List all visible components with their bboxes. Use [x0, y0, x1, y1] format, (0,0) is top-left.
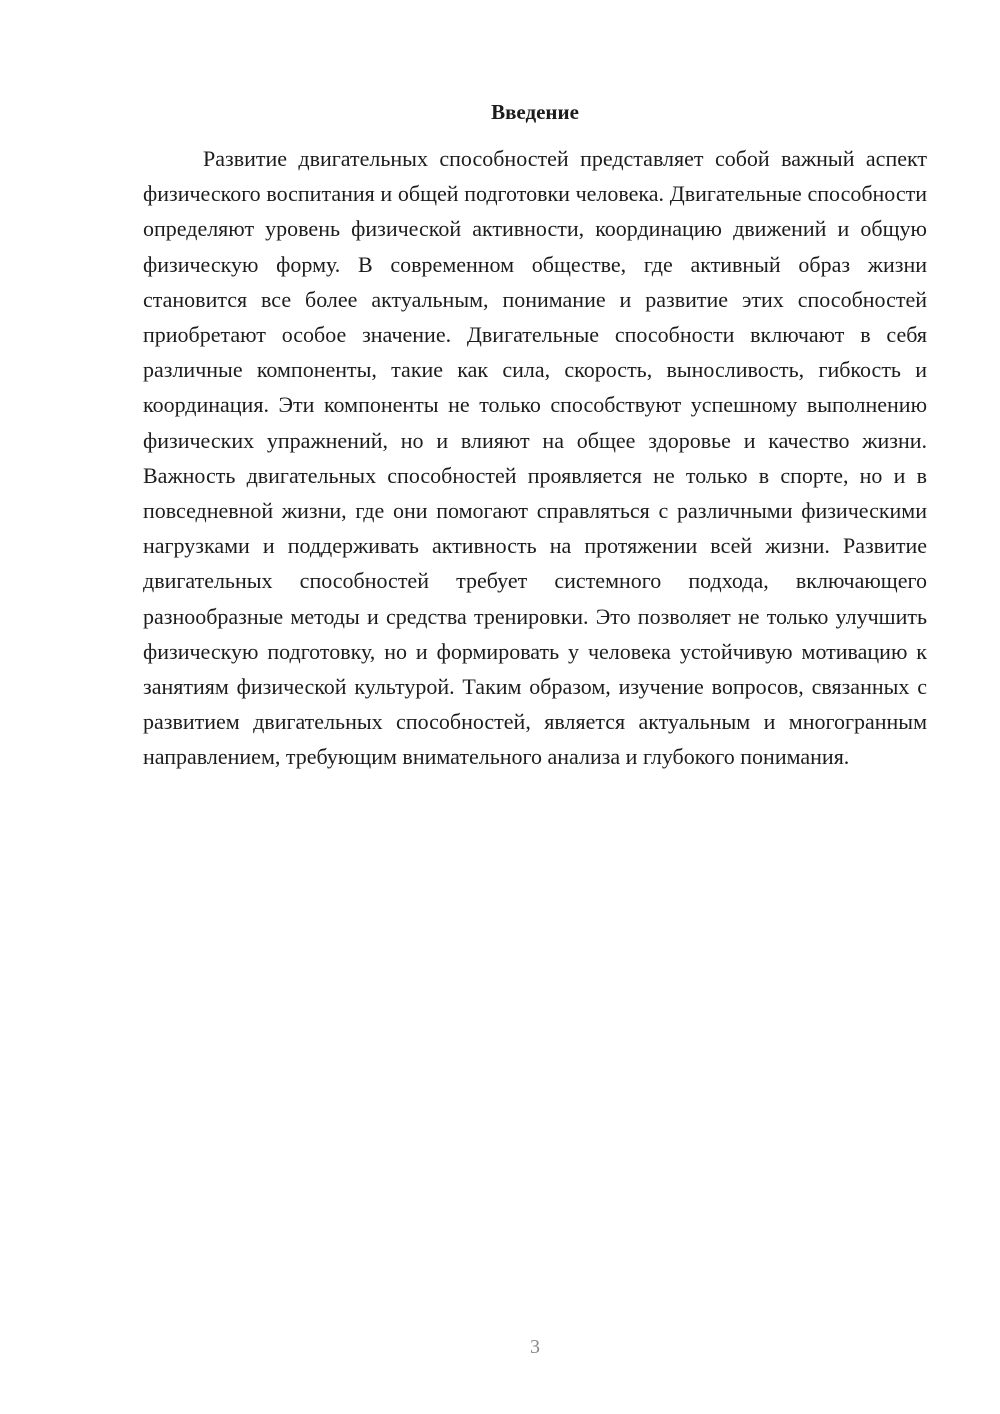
page-title: Введение	[491, 100, 579, 124]
body-paragraph: Развитие двигательных способностей представляет собой важный аспект физического воспитания и общей подготовки человека. Двигательные способности определяют уровень физической активности, координацию движений и общую физическую форму. В современном обществе, где активный образ жизни становится все более актуальным, понимание и развитие этих способностей приобретают особое значение. Двигательные способности включают в себя различные компоненты, такие как сила, скорость, выносливость, гибкость и координация. Эти компоненты не только способствуют успешному выполнению физических упражнений, но и влияют на общее здоровье и качество жизни. Важность двигательных способностей проявляется не только в спорте, но и в повседневной жизни, где они помогают справляться с различными физическими нагрузками и поддерживать активность на протяжении всей жизни. Развитие двигательных способностей требует системного подхода, включающего разнообразные методы и средства тренировки. Это позволяет не только улучшить физическую подготовку, но и формировать у человека устойчивую мотивацию к занятиям физической культурой. Таким образом, изучение вопросов, связанных с развитием двигательных способностей, является актуальным и многогранным направлением, требующим внимательного анализа и глубокого понимания.	[143, 146, 927, 770]
page-number: 3	[530, 1336, 540, 1358]
